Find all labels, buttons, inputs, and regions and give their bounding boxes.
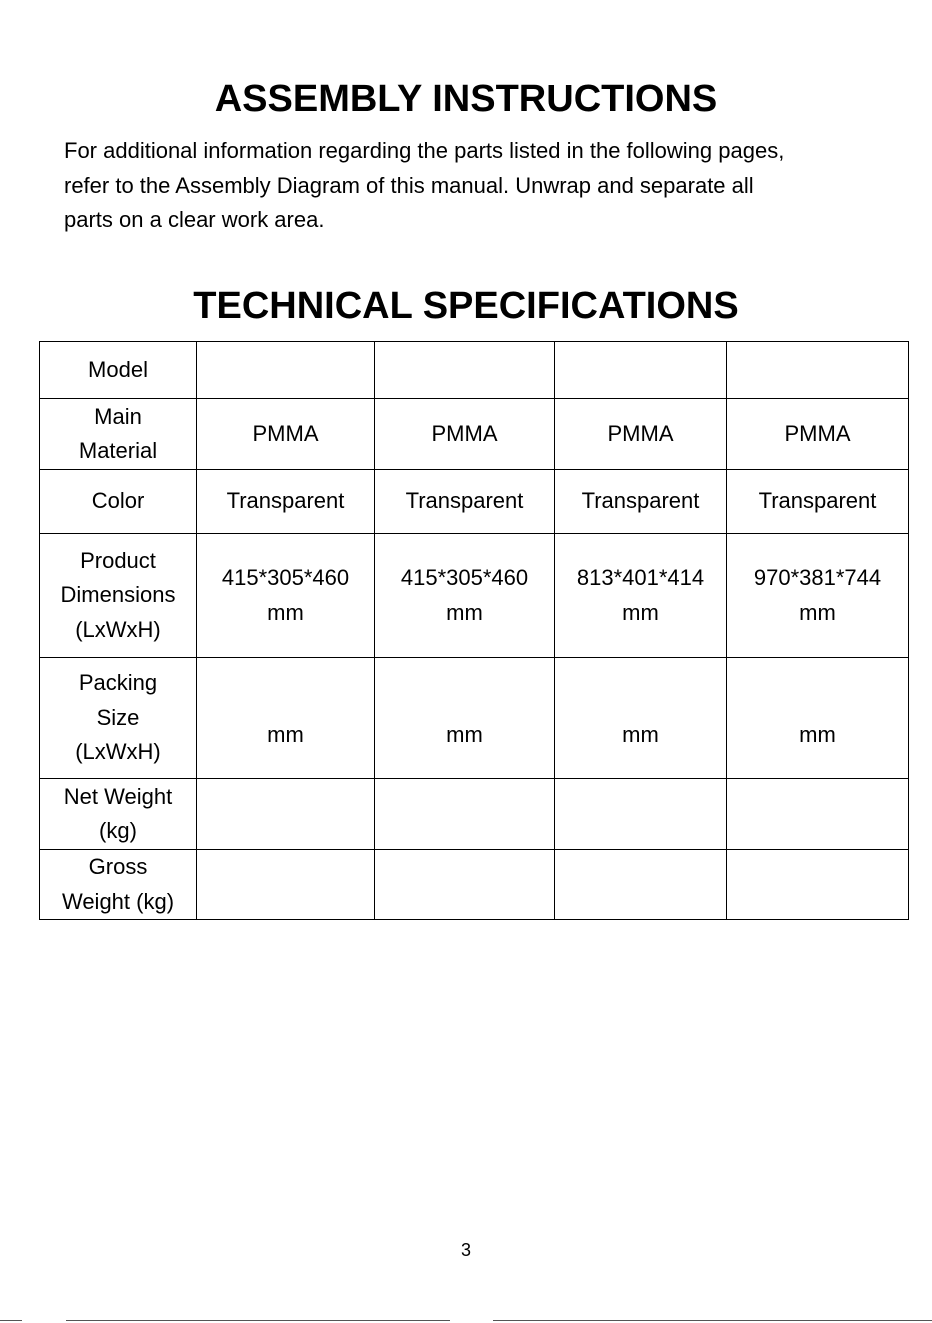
net-weight-cell — [727, 779, 909, 850]
label-line: (LxWxH) — [75, 616, 161, 642]
table-row — [40, 779, 909, 850]
label-line: Product — [80, 547, 156, 573]
dimensions-cell — [375, 534, 555, 658]
color-cell: Transparent — [555, 470, 727, 534]
footer-rule — [66, 1320, 450, 1321]
color-cell: Transparent — [197, 470, 375, 534]
packing-cell — [727, 658, 909, 779]
label-line: Material — [78, 438, 158, 463]
packing-unit: mm — [446, 721, 483, 747]
model-cell — [197, 342, 375, 399]
dimension-unit: mm — [622, 599, 659, 625]
net-weight-cell — [555, 779, 727, 850]
model-cell — [375, 342, 555, 399]
specs-table — [39, 341, 909, 920]
label-line: Main — [94, 403, 142, 429]
dimension-value: 813*401*414 — [576, 565, 705, 590]
label-line: Color — [91, 488, 145, 514]
label-line: (LxWxH) — [75, 739, 161, 765]
table-row — [40, 850, 909, 920]
row-label-material — [40, 399, 197, 470]
material-cell: PMMA — [375, 399, 555, 470]
label-line: Packing — [78, 670, 158, 696]
intro-line: refer to the Assembly Diagram of this manual. Unwrap and separate all — [64, 172, 754, 198]
gross-weight-cell — [727, 850, 909, 920]
label-line: Gross — [88, 854, 148, 879]
table-row — [40, 342, 909, 399]
net-weight-cell — [375, 779, 555, 850]
page-number: 3 — [460, 1240, 471, 1260]
dimension-value: 970*381*744 — [753, 565, 882, 590]
packing-cell — [375, 658, 555, 779]
assembly-intro — [64, 134, 914, 238]
net-weight-cell — [197, 779, 375, 850]
row-label-gross-weight — [40, 850, 197, 920]
table-row — [40, 399, 909, 470]
packing-unit: mm — [799, 721, 836, 747]
intro-line: For additional information regarding the parts listed in the following pages, — [64, 138, 785, 163]
label-line: Size — [96, 704, 140, 730]
dimension-value: 415*305*460 — [221, 565, 350, 590]
label-line: Net Weight — [63, 783, 173, 809]
table-row — [40, 470, 909, 534]
dimension-unit: mm — [799, 599, 836, 625]
material-cell: PMMA — [555, 399, 727, 470]
dimension-unit: mm — [446, 599, 483, 625]
label-line: Dimensions — [60, 582, 176, 608]
intro-line: parts on a clear work area. — [64, 207, 325, 232]
gross-weight-cell — [197, 850, 375, 920]
packing-unit: mm — [267, 721, 304, 747]
table-row — [40, 658, 909, 779]
dimension-unit: mm — [267, 599, 304, 625]
dimensions-cell — [555, 534, 727, 658]
row-label-packing — [40, 658, 197, 779]
row-label-model — [40, 342, 197, 399]
row-label-net-weight — [40, 779, 197, 850]
material-cell: PMMA — [727, 399, 909, 470]
label-line: Model — [88, 356, 148, 382]
row-label-color — [40, 470, 197, 534]
packing-unit: mm — [622, 721, 659, 747]
packing-cell — [197, 658, 375, 779]
footer-rule — [493, 1320, 932, 1321]
label-line: (kg) — [99, 818, 137, 843]
packing-cell — [555, 658, 727, 779]
label-line: Weight (kg) — [61, 888, 175, 914]
row-label-dimensions — [40, 534, 197, 658]
footer-rule — [0, 1320, 22, 1321]
dimensions-cell — [727, 534, 909, 658]
gross-weight-cell — [375, 850, 555, 920]
material-cell: PMMA — [197, 399, 375, 470]
specs-title: TECHNICAL SPECIFICATIONS — [193, 285, 739, 327]
model-cell — [727, 342, 909, 399]
dimensions-cell — [197, 534, 375, 658]
color-cell: Transparent — [727, 470, 909, 534]
table-row — [40, 534, 909, 658]
assembly-title: ASSEMBLY INSTRUCTIONS — [214, 78, 718, 120]
gross-weight-cell — [555, 850, 727, 920]
color-cell: Transparent — [375, 470, 555, 534]
model-cell — [555, 342, 727, 399]
dimension-value: 415*305*460 — [400, 565, 529, 590]
